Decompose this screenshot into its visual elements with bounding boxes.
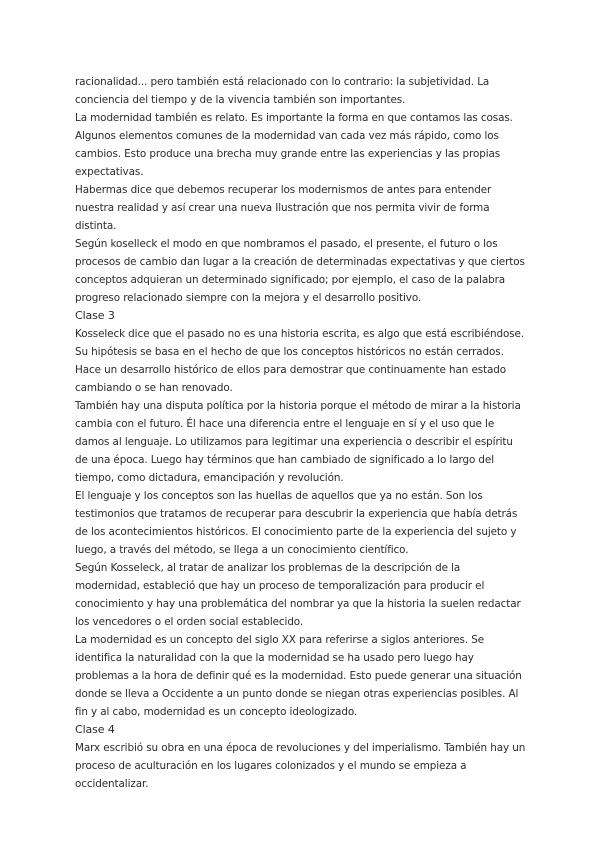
paragraph-lenguaje-conceptos: El lenguaje y los conceptos son las huellas de aquellos que ya no están. Son los testimonios que tratamos de recuperar para descubrir la experiencia que había detrás de los acontecimientos históricos. El conocimiento parte de la experiencia del sujeto y luego, a través del método, se llega a un conocimiento científico. bbox=[75, 490, 518, 556]
paragraph-koselleck-modo: Según koselleck el modo en que nombramos el pasado, el presente, el futuro o los procesos de cambio dan lugar a la creación de determinadas expectativas y que ciertos conceptos adquieran un determinado significado; por ejemplo, el caso de la palabra progreso relacionado siempre con la mejora y el desarrollo positivo. bbox=[75, 238, 525, 304]
paragraph-temporalizacion: Según Kosseleck, al tratar de analizar los problemas de la descripción de la modernidad, estableció que hay un proceso de temporalización para producir el conocimiento y hay una problemática del nombrar ya que la historia la suelen redactar los vencedores o el orden social establecido. bbox=[75, 562, 521, 628]
paragraph-kosseleck-pasado: Kosseleck dice que el pasado no es una historia escrita, es algo que está escribiéndose. Su hipótesis se basa en el hecho de que los conceptos históricos no están cerrados. Hace un desarrollo histórico de ellos para demostrar que continuamente han estado cambiando o se han renovado. bbox=[75, 328, 525, 394]
paragraph-subjetividad: racionalidad... pero también está relacionado con lo contrario: la subjetividad. La conciencia del tiempo y de la vivencia también son importantes. bbox=[75, 76, 490, 106]
paragraph-habermas: Habermas dice que debemos recuperar los modernismos de antes para entender nuestra realidad y así crear una nueva Ilustración que nos permita vivir de forma distinta. bbox=[75, 184, 492, 232]
heading-clase-4: Clase 4 bbox=[75, 723, 115, 736]
paragraph-disputa-politica: También hay una disputa política por la historia porque el método de mirar a la historia cambia con el futuro. Él hace una diferencia entre el lenguaje en sí y el uso que le damos al lenguaje. Lo utilizamos para legitimar una experiencia o describir el espíritu de una época. Luego hay términos que han cambiado de significado a lo largo del tiempo, como dictadura, emancipación y revolución. bbox=[75, 400, 521, 484]
document-body bbox=[75, 73, 527, 793]
paragraph-relato: La modernidad también es relato. Es importante la forma en que contamos las cosas. Algunos elementos comunes de la modernidad van cada vez más rápido, como los cambios. Esto produce una brecha muy grande entre las experiencias y las propias expectativas. bbox=[75, 112, 513, 178]
paragraph-marx: Marx escribió su obra en una época de revoluciones y del imperialismo. También hay un proceso de aculturación en los lugares colonizados y el mundo se empieza a occidentalizar. bbox=[75, 742, 526, 790]
heading-clase-3: Clase 3 bbox=[75, 309, 115, 322]
paragraph-concepto-siglo-xx: La modernidad es un concepto del siglo XX para referirse a siglos anteriores. Se identifica la naturalidad con la que la modernidad se ha usado pero luego hay problemas a la hora de definir qué es la modernidad. Esto puede generar una situación donde se lleva a Occidente a un punto donde se niegan otras experiencias posibles. Al fin y al cabo, modernidad es un concepto ideologizado. bbox=[75, 634, 522, 718]
